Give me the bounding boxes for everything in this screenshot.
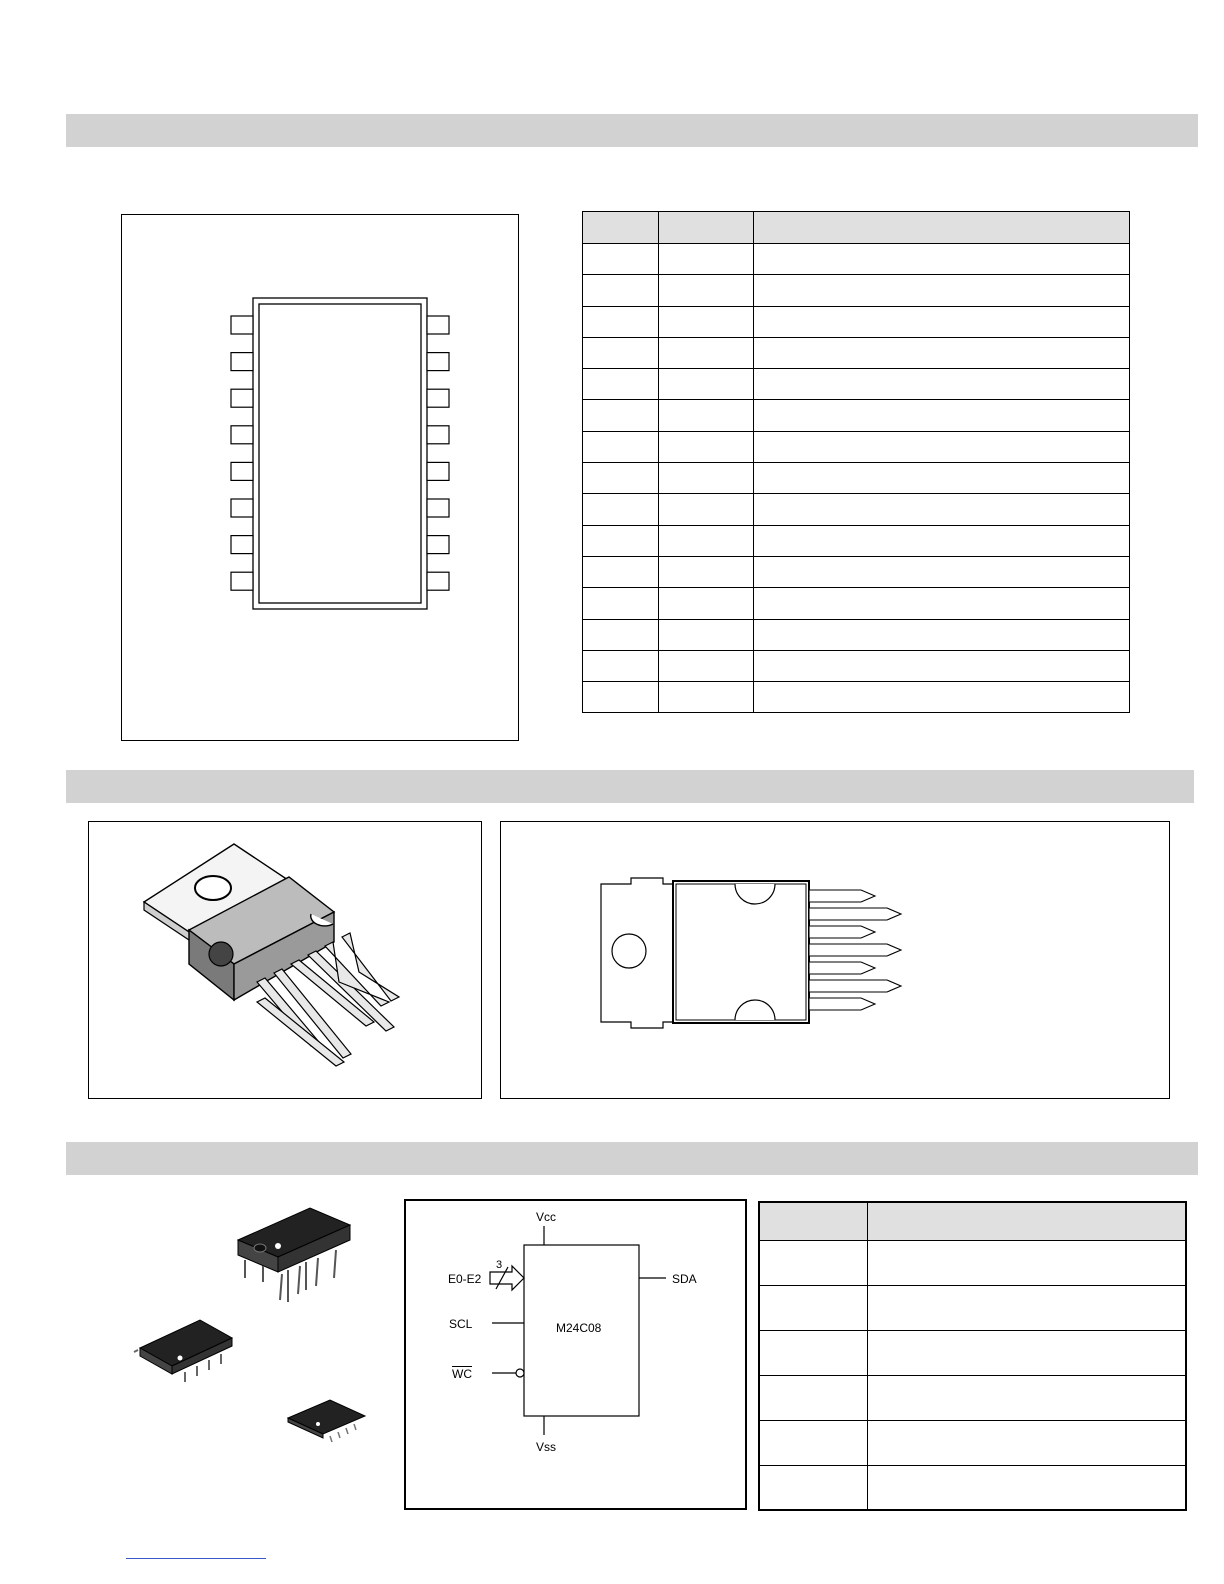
- signal-table-header-function: [867, 1202, 1186, 1240]
- table-cell: [583, 337, 659, 368]
- table-cell: [754, 400, 1130, 431]
- sda-label: SDA: [672, 1272, 697, 1286]
- right-pin-stub: [427, 462, 449, 480]
- table-cell: [754, 682, 1130, 713]
- table-cell: [583, 463, 659, 494]
- table-row: [583, 650, 1130, 681]
- table-cell: [659, 463, 754, 494]
- table-cell: [659, 494, 754, 525]
- table-cell: [754, 494, 1130, 525]
- table-row: [583, 463, 1130, 494]
- right-pin-stub: [427, 316, 449, 334]
- table-cell: [583, 588, 659, 619]
- table-cell: [867, 1465, 1186, 1510]
- table-cell: [659, 556, 754, 587]
- table-cell: [754, 525, 1130, 556]
- multiwatt-topview-icon: [501, 822, 1171, 1100]
- table-cell: [759, 1285, 867, 1330]
- chip-name-label: M24C08: [556, 1321, 602, 1335]
- section-bar-eeprom: [66, 1142, 1198, 1175]
- right-pin-stub: [427, 536, 449, 554]
- right-pin-stub: [427, 426, 449, 444]
- vss-label: Vss: [536, 1440, 557, 1454]
- table-cell: [659, 244, 754, 275]
- signal-table-header-name: [759, 1202, 867, 1240]
- table-cell: [759, 1240, 867, 1285]
- table-cell: [583, 650, 659, 681]
- table-cell: [659, 400, 754, 431]
- table-cell: [759, 1465, 867, 1510]
- table-row: [583, 525, 1130, 556]
- table-cell: [659, 682, 754, 713]
- table-cell: [754, 431, 1130, 462]
- table-cell: [583, 275, 659, 306]
- package-3d-frame: [88, 821, 482, 1099]
- table-cell: [659, 337, 754, 368]
- table-row: [759, 1465, 1186, 1510]
- to220-multiwatt-icon: [89, 822, 483, 1100]
- table-cell: [659, 431, 754, 462]
- pin-table-header-name: [659, 212, 754, 244]
- left-pin-stub: [231, 462, 253, 480]
- table-cell: [659, 525, 754, 556]
- right-pin-stub: [427, 572, 449, 590]
- address-label: E0-E2: [448, 1272, 482, 1286]
- table-cell: [754, 463, 1130, 494]
- table-row: [583, 337, 1130, 368]
- table-cell: [583, 400, 659, 431]
- table-cell: [583, 619, 659, 650]
- table-row: [583, 369, 1130, 400]
- table-cell: [583, 431, 659, 462]
- table-cell: [754, 369, 1130, 400]
- table-cell: [583, 369, 659, 400]
- table-cell: [867, 1375, 1186, 1420]
- scl-label: SCL: [449, 1317, 473, 1331]
- table-cell: [754, 619, 1130, 650]
- table-cell: [754, 588, 1130, 619]
- table-row: [583, 244, 1130, 275]
- section-bar-package: [66, 770, 1194, 803]
- pinout-frame: [121, 214, 519, 741]
- table-row: [583, 682, 1130, 713]
- table-cell: [867, 1330, 1186, 1375]
- left-pin-stub: [231, 536, 253, 554]
- table-cell: [659, 275, 754, 306]
- table-cell: [583, 244, 659, 275]
- table-cell: [583, 556, 659, 587]
- table-cell: [759, 1330, 867, 1375]
- table-row: [583, 400, 1130, 431]
- left-pin-stub: [231, 572, 253, 590]
- pin-table-header-function: [754, 212, 1130, 244]
- address-bus-width-label: 3: [496, 1259, 503, 1271]
- table-cell: [867, 1420, 1186, 1465]
- table-cell: [754, 306, 1130, 337]
- table-cell: [659, 306, 754, 337]
- table-cell: [754, 337, 1130, 368]
- table-row: [583, 494, 1130, 525]
- table-cell: [759, 1375, 867, 1420]
- table-row: [759, 1285, 1186, 1330]
- table-cell: [583, 525, 659, 556]
- package-top-frame: [500, 821, 1170, 1099]
- footer-link[interactable]: [126, 1558, 266, 1559]
- table-cell: [754, 556, 1130, 587]
- table-cell: [659, 619, 754, 650]
- signal-names-table: [758, 1201, 1187, 1511]
- table-row: [759, 1420, 1186, 1465]
- right-pin-stub: [427, 353, 449, 371]
- table-row: [583, 306, 1130, 337]
- table-cell: [659, 588, 754, 619]
- table-row: [583, 431, 1130, 462]
- table-cell: [759, 1420, 867, 1465]
- table-row: [583, 588, 1130, 619]
- pin-table-header-pin: [583, 212, 659, 244]
- right-pin-stub: [427, 389, 449, 407]
- left-pin-stub: [231, 389, 253, 407]
- vcc-label: Vcc: [536, 1210, 557, 1224]
- table-cell: [583, 306, 659, 337]
- table-row: [583, 275, 1130, 306]
- table-cell: [754, 244, 1130, 275]
- wc-label: $\overline{WC}$: [452, 1367, 472, 1381]
- left-pin-stub: [231, 426, 253, 444]
- logic-diagram-lines: [404, 1199, 747, 1510]
- table-cell: [659, 369, 754, 400]
- right-pin-stub: [427, 499, 449, 517]
- table-cell: [867, 1240, 1186, 1285]
- table-cell: [583, 494, 659, 525]
- dip16-outline-icon: [122, 215, 520, 742]
- logic-diagram-frame: [404, 1199, 747, 1510]
- table-row: [583, 619, 1130, 650]
- table-row: [583, 556, 1130, 587]
- table-cell: [659, 650, 754, 681]
- left-pin-stub: [231, 499, 253, 517]
- table-cell: [754, 275, 1130, 306]
- left-pin-stub: [231, 316, 253, 334]
- table-row: [759, 1240, 1186, 1285]
- table-cell: [583, 682, 659, 713]
- table-cell: [754, 650, 1130, 681]
- left-pin-stub: [231, 353, 253, 371]
- pin-description-table: [582, 211, 1130, 713]
- section-bar-pin-connections: [66, 114, 1198, 147]
- table-row: [759, 1330, 1186, 1375]
- dip8-so8-tssop8-icon: [130, 1200, 400, 1460]
- table-row: [759, 1375, 1186, 1420]
- table-cell: [867, 1285, 1186, 1330]
